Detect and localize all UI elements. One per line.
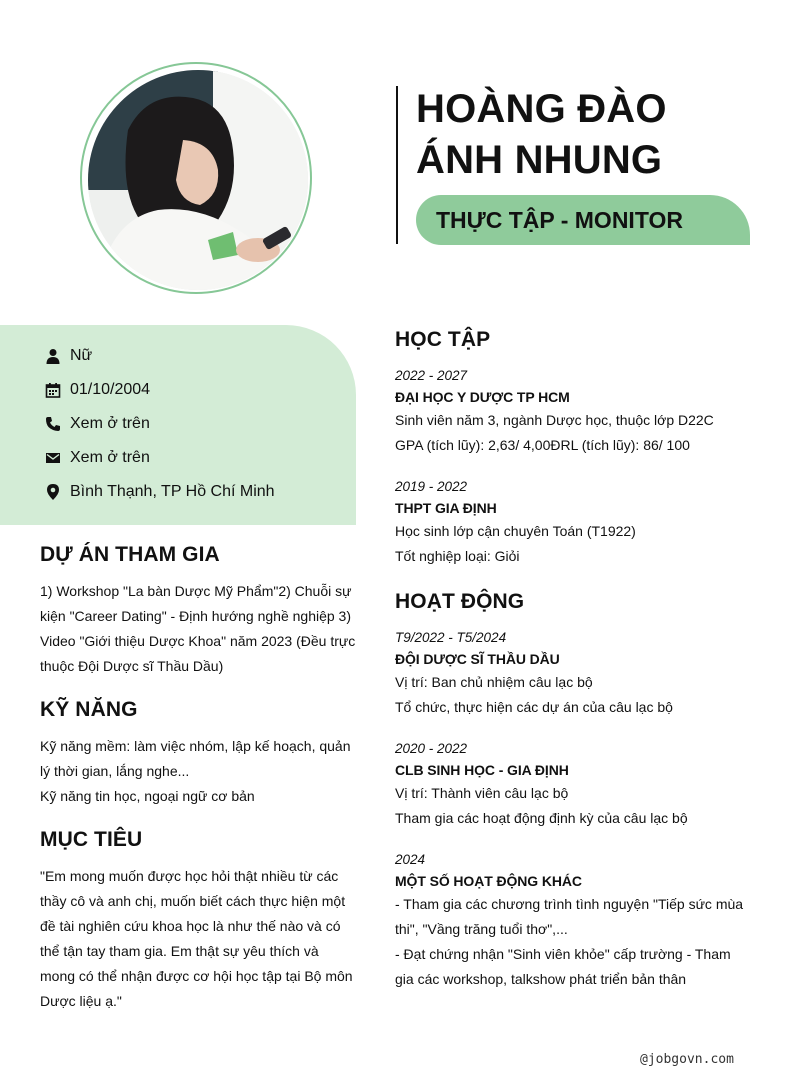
education-line: GPA (tích lũy): 2,63/ 4,00ĐRL (tích lũy): 86/ 100: [395, 437, 690, 453]
activity-line: gia các workshop, talkshow phát triển bản thân: [395, 971, 687, 987]
projects-line: kiện "Career Dating" - Định hướng nghề nghiệp 3): [40, 608, 352, 624]
mail-icon: [44, 449, 62, 467]
activity-line: thi", "Vầng trăng tuổi thơ",...: [395, 921, 568, 937]
activity-line: Vị trí: Ban chủ nhiệm câu lạc bộ: [395, 674, 593, 690]
education-line: Học sinh lớp cận chuyên Toán (T1922): [395, 523, 636, 539]
skills-title: KỸ NĂNG: [40, 698, 138, 721]
footer-watermark: @jobgovn.com: [640, 1052, 734, 1067]
header-divider: [396, 86, 398, 244]
activity-org: ĐỘI DƯỢC SĨ THẦU DẦU: [395, 651, 560, 667]
objective-line: mong có thể nhận được cơ hội học tập tại Bộ môn: [40, 968, 353, 984]
role-badge: THỰC TẬP - MONITOR: [416, 195, 750, 245]
calendar-icon: [44, 381, 62, 399]
location-pin-icon: [44, 483, 62, 501]
objective-line: Dược liệu ạ.": [40, 993, 122, 1009]
activity-line: Tham gia các hoạt động định kỳ của câu lạc bộ: [395, 810, 688, 826]
name-line-2: ÁNH NHUNG: [416, 138, 663, 182]
contact-phone-text: Xem ở trên: [70, 415, 150, 432]
objective-line: thầy cô và anh chị, muốn biết cách thực hiện một: [40, 893, 346, 909]
projects-body: [40, 579, 360, 679]
objective-line: thể tận tay tham gia. Em thật sự yêu thích và: [40, 943, 319, 959]
objective-line: "Em mong muốn được học hỏi thật nhiều từ các: [40, 868, 339, 884]
objective-title: MỤC TIÊU: [40, 828, 143, 851]
candidate-name: [416, 84, 776, 186]
activity-item: [395, 628, 755, 720]
contact-gender-text: Nữ: [70, 347, 93, 364]
projects-title: DỰ ÁN THAM GIA: [40, 543, 220, 566]
activity-line: Vị trí: Thành viên câu lạc bộ: [395, 785, 569, 801]
contact-gender: [44, 344, 92, 368]
activity-date: 2024: [395, 852, 426, 867]
education-date: 2022 - 2027: [395, 368, 468, 383]
projects-line: Video "Giới thiệu Dược Khoa" năm 2023 (Đều trực: [40, 633, 356, 649]
name-line-1: HOÀNG ĐÀO: [416, 87, 667, 131]
objective-body: [40, 864, 360, 1014]
activity-line: Tổ chức, thực hiện các dự án của câu lạc bộ: [395, 699, 673, 715]
avatar: [88, 70, 308, 290]
skills-line: lý thời gian, lắng nghe...: [40, 763, 190, 779]
skills-line: Kỹ năng mềm: làm việc nhóm, lập kế hoạch, quản: [40, 738, 351, 754]
activity-date: 2020 - 2022: [395, 741, 468, 756]
contact-address: [44, 480, 275, 504]
education-line: Sinh viên năm 3, ngành Dược học, thuộc lớp D22C: [395, 412, 714, 428]
activity-org: CLB SINH HỌC - GIA ĐỊNH: [395, 762, 569, 778]
education-org: THPT GIA ĐỊNH: [395, 500, 497, 516]
skills-line: Kỹ năng tin học, ngoại ngữ cơ bản: [40, 788, 255, 804]
contact-email: [44, 446, 150, 470]
education-date: 2019 - 2022: [395, 479, 468, 494]
projects-line: thuộc Đội Dược sĩ Thầu Dầu): [40, 658, 224, 674]
activity-line: - Tham gia các chương trình tình nguyện "Tiếp sức mùa: [395, 896, 744, 912]
objective-line: đề tài nghiên cứu khoa học là như thế nào và có: [40, 918, 341, 934]
skills-body: [40, 734, 360, 809]
activity-item: [395, 739, 755, 831]
education-line: Tốt nghiệp loại: Giỏi: [395, 548, 520, 564]
projects-line: 1) Workshop "La bàn Dược Mỹ Phẩm"2) Chuỗi sự: [40, 583, 352, 599]
education-org: ĐẠI HỌC Y DƯỢC TP HCM: [395, 389, 570, 405]
education-title: HỌC TẬP: [395, 328, 491, 351]
contact-birthday-text: 01/10/2004: [70, 381, 151, 398]
education-item: [395, 477, 755, 569]
activity-date: T9/2022 - T5/2024: [395, 630, 507, 645]
contact-email-text: Xem ở trên: [70, 449, 150, 466]
activity-item: [395, 850, 755, 992]
activity-org: MỘT SỐ HOẠT ĐỘNG KHÁC: [395, 873, 582, 889]
phone-icon: [44, 415, 62, 433]
contact-panel: [0, 325, 356, 525]
contact-birthday: [44, 378, 150, 402]
person-icon: [44, 347, 62, 365]
activity-line: - Đạt chứng nhận "Sinh viên khỏe" cấp trường - Tham: [395, 946, 731, 962]
contact-phone: [44, 412, 150, 436]
contact-address-text: Bình Thạnh, TP Hồ Chí Minh: [70, 483, 275, 500]
activities-title: HOẠT ĐỘNG: [395, 590, 525, 613]
education-item: [395, 366, 755, 458]
